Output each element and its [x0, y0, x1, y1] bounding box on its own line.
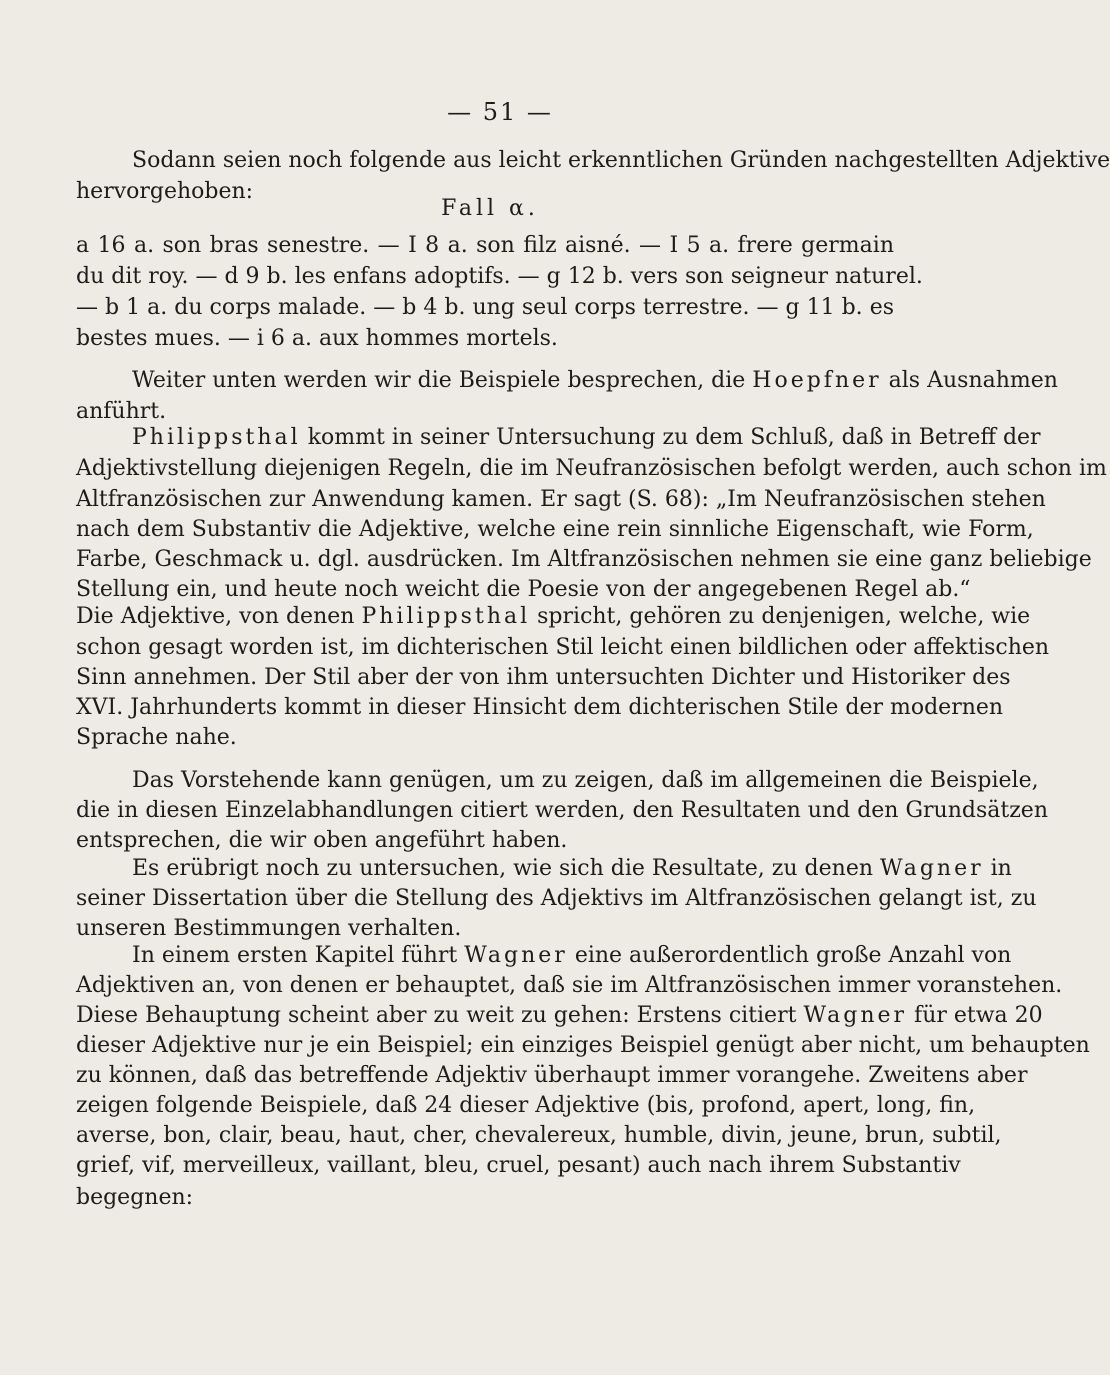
text-segment: spricht, gehören zu denjenigen, welche, wie — [537, 604, 1031, 629]
text-segment: In einem ersten Kapitel führt — [132, 943, 458, 968]
text-line: begegnen: — [76, 1185, 194, 1210]
text-line: nach dem Substantiv die Adjektive, welche eine rein sinnliche Eigenschaft, wie Form, — [76, 517, 1034, 542]
example-line: du dit roy. — d 9 b. les enfans adoptifs. — g 12 b. vers son seigneur naturel. — [76, 264, 923, 289]
text-line — [132, 942, 1012, 972]
text-line: Adjektiven an, von denen er behauptet, daß sie im Altfranzösischen immer voranstehen. — [76, 973, 1063, 998]
section-heading: Fall α. — [441, 196, 539, 221]
author-name: Wagner — [464, 943, 568, 968]
author-name: Wagner — [803, 1003, 908, 1028]
page-number: — 51 — — [447, 98, 553, 126]
text-line: Altfranzösischen zur Anwendung kamen. Er sagt (S. 68): „Im Neufranzösischen stehen — [76, 487, 1046, 512]
text-line — [76, 1002, 1043, 1032]
text-segment: für etwa 20 — [914, 1003, 1043, 1028]
text-line: dieser Adjektive nur je ein Beispiel; ein einziges Beispiel genügt aber nicht, um behaupten — [76, 1033, 1090, 1058]
text-line: Stellung ein, und heute noch weicht die Poesie von der angegebenen Regel ab.“ — [76, 577, 971, 602]
text-segment: Diese Behauptung scheint aber zu weit zu gehen: Erstens citiert — [76, 1003, 797, 1028]
text-segment: Es erübrigt noch zu untersuchen, wie sich die Resultate, zu denen — [132, 856, 874, 881]
text-line: Sinn annehmen. Der Stil aber der von ihm untersuchten Dichter und Historiker des — [76, 665, 1011, 690]
text-line: grief, vif, merveilleux, vaillant, bleu, cruel, pesant) auch nach ihrem Substantiv — [76, 1153, 961, 1178]
text-line — [132, 367, 1058, 397]
text-line: unseren Bestimmungen verhalten. — [76, 916, 462, 941]
text-line: XVI. Jahrhunderts kommt in dieser Hinsicht dem dichterischen Stile der modernen — [76, 695, 1004, 720]
text-line: Adjektivstellung diejenigen Regeln, die im Neufranzösischen befolgt werden, auch schon im — [76, 456, 1107, 481]
text-line: Sprache nahe. — [76, 725, 237, 750]
text-line: entsprechen, die wir oben angeführt haben. — [76, 828, 568, 853]
text-line: hervorgehoben: — [76, 179, 254, 204]
author-name: Wagner — [880, 856, 984, 881]
text-line: anführt. — [76, 399, 167, 424]
text-segment: Die Adjektive, von denen — [76, 604, 355, 629]
text-segment: in — [990, 856, 1012, 881]
author-name: Hoepfner — [752, 368, 882, 393]
text-line: schon gesagt worden ist, im dichterischen Stil leicht einen bildlichen oder affektischen — [76, 635, 1050, 660]
text-line: averse, bon, clair, beau, haut, cher, chevalereux, humble, divin, jeune, brun, subtil, — [76, 1123, 1002, 1148]
text-line: seiner Dissertation über die Stellung des Adjektivs im Altfranzösischen gelangt ist, zu — [76, 886, 1037, 911]
example-line: a 16 a. son bras senestre. — I 8 a. son filz aisné. — I 5 a. frere germain — [76, 233, 894, 258]
text-line: Sodann seien noch folgende aus leicht erkenntlichen Gründen nachgestellten Adjektive — [132, 148, 1110, 173]
text-line: Das Vorstehende kann genügen, um zu zeigen, daß im allgemeinen die Beispiele, — [132, 768, 1039, 793]
example-line: bestes mues. — i 6 a. aux hommes mortels. — [76, 326, 558, 351]
text-line: zu können, daß das betreffende Adjektiv überhaupt immer vorangehe. Zweitens aber — [76, 1063, 1028, 1088]
text-segment: eine außerordentlich große Anzahl von — [574, 943, 1012, 968]
author-name: Philippsthal — [132, 425, 301, 450]
text-segment: als Ausnahmen — [888, 368, 1058, 393]
text-line: die in diesen Einzelabhandlungen citiert werden, den Resultaten und den Grundsätzen — [76, 798, 1048, 823]
text-segment: Weiter unten werden wir die Beispiele besprechen, die — [132, 368, 746, 393]
text-line — [132, 424, 1041, 454]
text-line — [76, 603, 1031, 633]
example-line: — b 1 a. du corps malade. — b 4 b. ung seul corps terrestre. — g 11 b. es — [76, 295, 894, 320]
text-line: Farbe, Geschmack u. dgl. ausdrücken. Im Altfranzösischen nehmen sie eine ganz beliebige — [76, 547, 1092, 572]
text-line — [132, 855, 1012, 885]
text-segment: kommt in seiner Untersuchung zu dem Schluß, daß in Betreff der — [307, 425, 1041, 450]
text-line: zeigen folgende Beispiele, daß 24 dieser Adjektive (bis, profond, apert, long, fin, — [76, 1093, 976, 1118]
author-name: Philippsthal — [361, 604, 531, 629]
